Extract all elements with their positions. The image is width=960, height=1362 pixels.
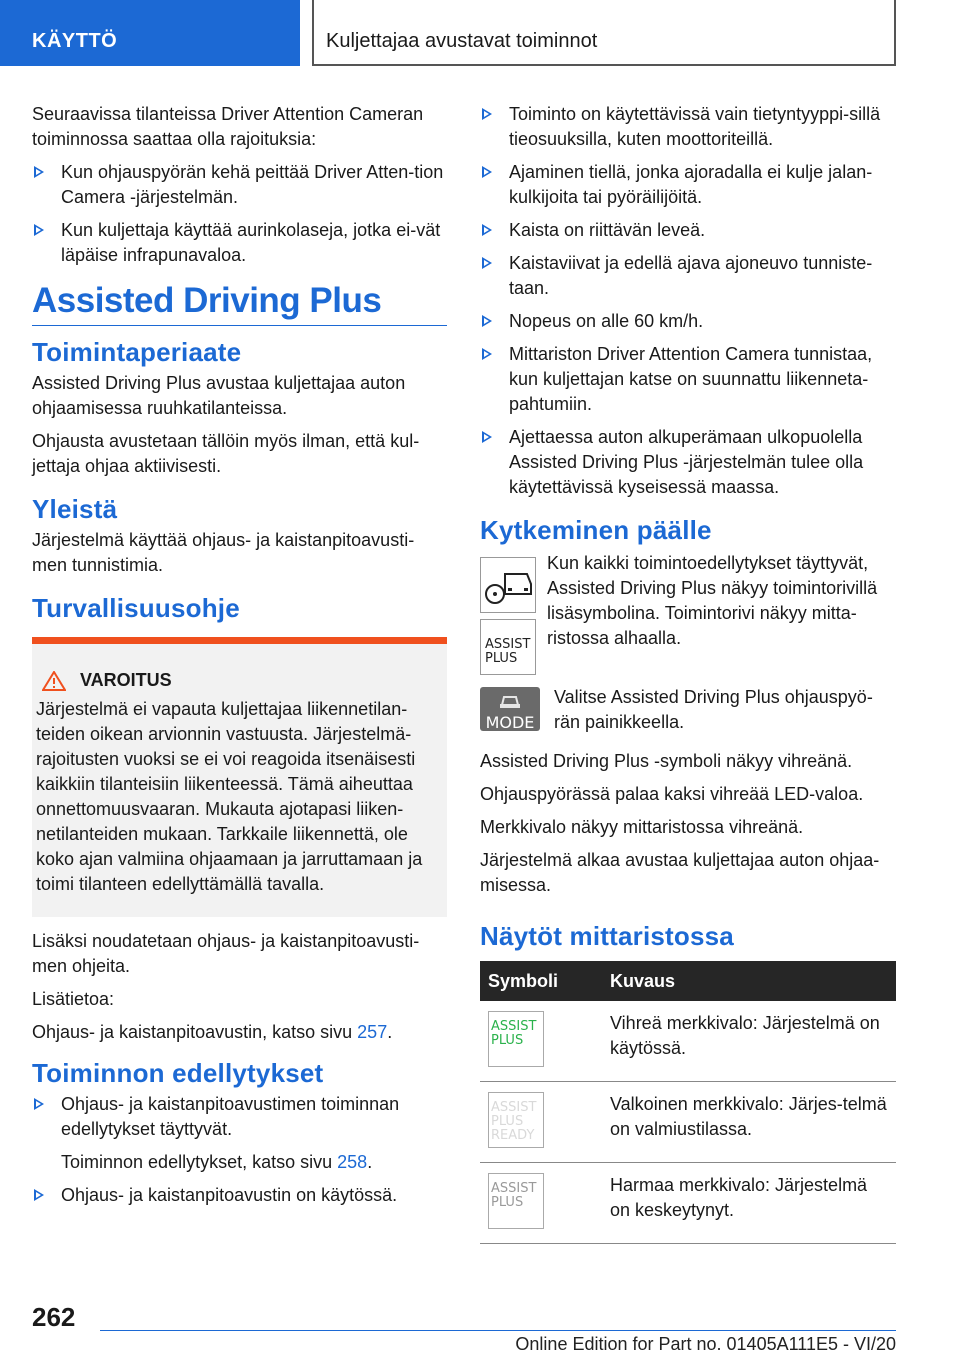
- icon-label-line: ASSIST: [485, 637, 531, 652]
- assist-plus-icon-label: [485, 638, 530, 666]
- switch-on-text: Kun kaikki toimintoedellytykset täyttyvät, Assisted Driving Plus näkyy toimintorivillä lisäsymbolina. Toimintorivi näkyy mitta-ristossa alhaalla.: [547, 553, 878, 648]
- safety-heading: Turvallisuusohje: [32, 593, 240, 623]
- page-header: [0, 0, 960, 66]
- general-heading: Yleistä: [32, 494, 118, 524]
- result-paragraph: Ohjauspyörässä palaa kaksi vihreää LED-valoa.: [480, 784, 864, 804]
- assist-plus-indicator-icon: [488, 1092, 544, 1148]
- description-cell: Vihreä merkkivalo: Järjestelmä on käytössä.: [602, 1001, 896, 1082]
- list-item: [480, 102, 896, 152]
- bullet-triangle-icon: [482, 348, 492, 360]
- section-tab: KÄYTTÖ: [0, 0, 300, 66]
- list-item-text: Kaista on riittävän leveä.: [509, 220, 706, 240]
- list-item-text: Ohjaus- ja kaistanpitoavustin on käytössä.: [61, 1185, 398, 1205]
- general-paragraph: Järjestelmä käyttää ohjaus- ja kaistanpitoavusti-men tunnistimia.: [32, 530, 415, 575]
- bullet-triangle-icon: [34, 166, 44, 178]
- reference-end: .: [367, 1152, 373, 1172]
- bullet-triangle-icon: [482, 224, 492, 236]
- car-icon: [480, 689, 540, 711]
- list-item: [32, 218, 447, 268]
- list-item: [32, 1183, 447, 1208]
- indicator-icon-label: [491, 1182, 536, 1210]
- list-item-text: Kaistaviivat ja edellä ajava ajoneuvo tunniste-taan.: [509, 253, 873, 298]
- reference-paragraph: [32, 1020, 447, 1045]
- warning-triangle-icon: [42, 671, 66, 691]
- list-item: [480, 160, 896, 210]
- icon-label-line: PLUS: [485, 651, 518, 666]
- list-item: [480, 251, 896, 301]
- bullet-triangle-icon: [34, 224, 44, 236]
- list-item-text: Nopeus on alle 60 km/h.: [509, 311, 704, 331]
- mode-button-icon: [480, 687, 540, 731]
- list-item-text: Toiminto on käytettävissä vain tietyntyyppi-sillä tieosuuksilla, kuten moottoriteillä.: [509, 104, 881, 149]
- table-row: [480, 1163, 896, 1244]
- indicator-icon-label: [491, 1020, 536, 1048]
- bullet-triangle-icon: [482, 315, 492, 327]
- symbol-cell: [480, 1082, 602, 1163]
- principle-paragraph: Assisted Driving Plus avustaa kuljettajaa auton ohjaamisessa ruuhkatilanteissa.: [32, 373, 406, 418]
- intro-paragraph: Seuraavissa tilanteissa Driver Attention Cameran toiminnossa saattaa olla rajoituksia:: [32, 104, 424, 149]
- icon-label-line: PLUS: [491, 1114, 524, 1129]
- result-paragraph: Järjestelmä alkaa avustaa kuljettajaa auton ohjaa-misessa.: [480, 850, 880, 895]
- column-header: Kuvaus: [602, 961, 896, 1001]
- list-item: [480, 342, 896, 417]
- page-number: 262: [32, 1302, 76, 1332]
- assist-plus-indicator-icon: [488, 1173, 544, 1229]
- mode-block: [480, 685, 896, 741]
- list-item-text: Ohjaus- ja kaistanpitoavustimen toiminnan edellytykset täyttyvät.: [61, 1094, 400, 1139]
- list-item-text: Kun ohjauspyörän kehä peittää Driver Atten-tion Camera -järjestelmän.: [61, 162, 444, 207]
- table-row: [480, 1001, 896, 1082]
- footer-divider: [100, 1330, 896, 1331]
- column-header: Symboli: [480, 961, 602, 1001]
- note-paragraph: Lisäksi noudatetaan ohjaus- ja kaistanpitoavusti-men ohjeita.: [32, 931, 420, 976]
- table-row: [480, 1082, 896, 1163]
- page-link[interactable]: 257: [357, 1022, 388, 1042]
- right-column: [480, 102, 896, 1244]
- icon-label-line: READY: [491, 1128, 535, 1143]
- list-item: [480, 425, 896, 500]
- warning-header: [36, 668, 437, 693]
- list-item: [480, 309, 896, 334]
- principle-paragraph: Ohjausta avustetaan tällöin myös ilman, että kul-jettaja ohjaa aktiivisesti.: [32, 431, 420, 476]
- reference-end: .: [387, 1022, 393, 1042]
- switch-on-block: [480, 553, 896, 681]
- bullet-triangle-icon: [482, 257, 492, 269]
- symbol-cell: [480, 1001, 602, 1082]
- symbol-table: [480, 961, 896, 1244]
- reference-text: Toiminnon edellytykset, katso sivu: [61, 1152, 338, 1172]
- indicator-icon-label: [491, 1101, 536, 1143]
- icon-label-line: PLUS: [491, 1195, 524, 1210]
- bullet-triangle-icon: [34, 1098, 44, 1110]
- page-link[interactable]: 258: [337, 1152, 368, 1172]
- reference-text: Ohjaus- ja kaistanpitoavustin, katso sivu: [32, 1022, 358, 1042]
- icon-label-line: ASSIST: [491, 1181, 537, 1196]
- list-item-text: Ajaminen tiellä, jonka ajoradalla ei kulje jalan-kulkijoita tai pyöräilijöitä.: [509, 162, 873, 207]
- description-cell: Harmaa merkkivalo: Järjestelmä on keskeytynyt.: [602, 1163, 896, 1244]
- icon-label-line: ASSIST: [491, 1019, 537, 1034]
- table-header-row: [480, 961, 896, 1001]
- result-paragraph: Assisted Driving Plus -symboli näkyy vihreänä.: [480, 751, 853, 771]
- warning-box: [32, 637, 447, 917]
- description-cell: Valkoinen merkkivalo: Järjes-telmä on valmiustilassa.: [602, 1082, 896, 1163]
- result-paragraph: Merkkivalo näkyy mittaristossa vihreänä.: [480, 817, 804, 837]
- displays-heading: Näytöt mittaristossa: [480, 921, 734, 951]
- conditions-heading: Toiminnon edellytykset: [32, 1058, 324, 1088]
- steering-car-icon: [481, 558, 535, 612]
- icon-label-line: ASSIST: [491, 1100, 537, 1115]
- chapter-title: Kuljettajaa avustavat toiminnot: [312, 0, 896, 66]
- list-item-text: Kun kuljettaja käyttää aurinkolaseja, jotka ei-vät läpäise infrapunavaloa.: [61, 220, 441, 265]
- list-item: [480, 218, 896, 243]
- symbol-cell: [480, 1163, 602, 1244]
- list-item-reference: [32, 1150, 447, 1175]
- bullet-triangle-icon: [482, 431, 492, 443]
- page-title: Assisted Driving Plus: [32, 288, 447, 326]
- list-item-text: Mittariston Driver Attention Camera tunnistaa, kun kuljettajan katse on suunnattu liikenneta-pahtumiin.: [509, 344, 873, 414]
- principle-heading: Toimintaperiaate: [32, 337, 242, 367]
- assist-plus-icon: [480, 619, 536, 675]
- more-info-label: Lisätietoa:: [32, 989, 115, 1009]
- edition-note: Online Edition for Part no. 01405A111E5 - VI/20: [515, 1334, 896, 1354]
- mode-text: Valitse Assisted Driving Plus ohjauspyö-rän painikkeella.: [554, 687, 873, 732]
- bullet-triangle-icon: [482, 108, 492, 120]
- bullet-triangle-icon: [482, 166, 492, 178]
- list-item: [32, 1092, 447, 1142]
- list-item: [32, 160, 447, 210]
- warning-text: Järjestelmä ei vapauta kuljettajaa liikennetilan-teiden oikean arvionnin vastuusta. Järjestelmä-rajoitusten vuoksi se ei voi reagoida itsenäisesti kaikkiin tilanteisiin liikenteessä. Tämä aiheuttaa onnettomuusvaaran. Mukauta ajotapasi liiken-netilanteiden mukaan. Tarkkaile liikennettä, ole koko ajan valmiina ohjaamaan ja jarruttamaan ja toimi tilanteen edellyttämällä tavalla.: [36, 699, 423, 894]
- switch-on-heading: Kytkeminen päälle: [480, 515, 712, 545]
- bullet-triangle-icon: [34, 1189, 44, 1201]
- icon-label-line: PLUS: [491, 1033, 524, 1048]
- driver-assist-icon: [480, 557, 536, 613]
- warning-title: VAROITUS: [80, 670, 172, 690]
- left-column: [32, 102, 447, 1216]
- assist-plus-indicator-icon: [488, 1011, 544, 1067]
- list-item-text: Ajettaessa auton alkuperämaan ulkopuolella Assisted Driving Plus -järjestelmän tulee olla käytettävissä kyseisessä maassa.: [509, 427, 864, 497]
- mode-icon-label: MODE: [485, 713, 535, 732]
